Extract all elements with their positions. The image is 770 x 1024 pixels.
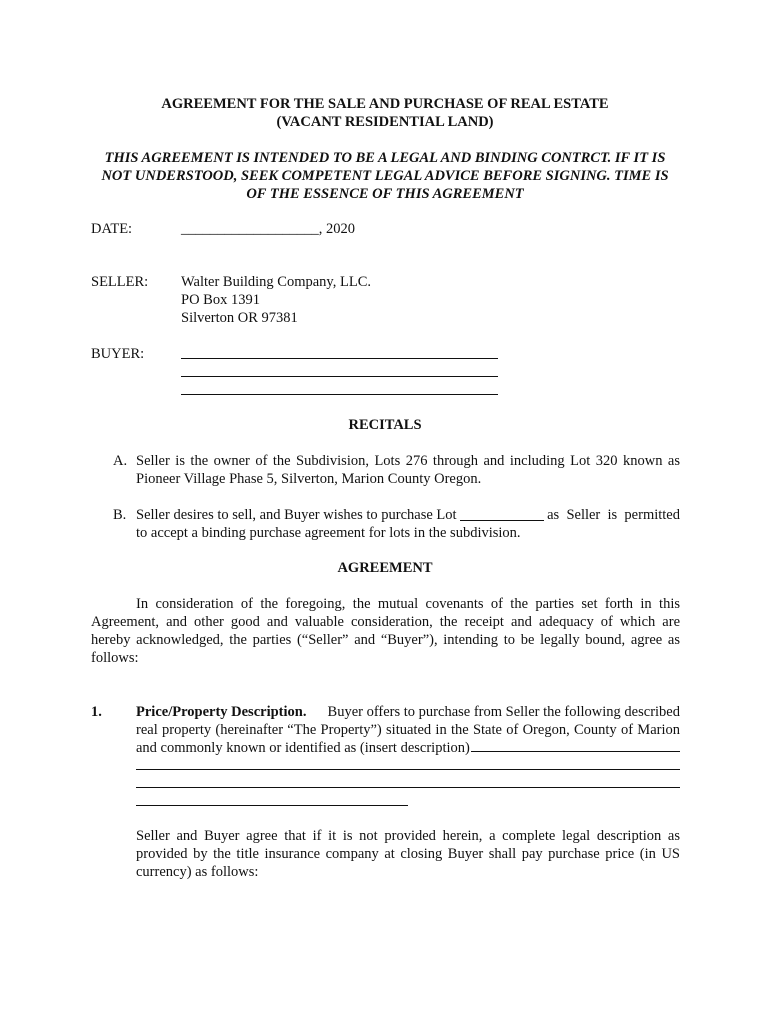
recital-a-line2: Pioneer Village Phase 5, Silverton, Marion County Oregon. bbox=[136, 471, 482, 487]
section1-number: 1. bbox=[91, 704, 102, 720]
seller-address-line2: Silverton OR 97381 bbox=[181, 310, 298, 326]
agreement-heading: AGREEMENT bbox=[337, 560, 433, 576]
section1-line1 bbox=[136, 703, 680, 721]
agreement-line2: Agreement, and other good and valuable consideration, the receipt and adequacy of which are bbox=[91, 614, 680, 630]
buyer-line-3[interactable] bbox=[181, 394, 498, 395]
recital-b-line2: to accept a binding purchase agreement for lots in the subdivision. bbox=[136, 525, 521, 541]
recital-b-marker: B. bbox=[113, 507, 127, 523]
agreement-line1: In consideration of the foregoing, the mutual covenants of the parties set forth in this bbox=[136, 596, 680, 612]
seller-name: Walter Building Company, LLC. bbox=[181, 274, 371, 290]
warning-line2: NOT UNDERSTOOD, SEEK COMPETENT LEGAL ADVICE BEFORE SIGNING. TIME IS bbox=[101, 168, 669, 184]
warning-line3: OF THE ESSENCE OF THIS AGREEMENT bbox=[246, 186, 524, 202]
seller-label: SELLER: bbox=[91, 274, 149, 290]
seller-address-line1: PO Box 1391 bbox=[181, 292, 260, 308]
recital-a-line1: Seller is the owner of the Subdivision, Lots 276 through and including Lot 320 known as bbox=[136, 453, 680, 469]
document-title-line1: AGREEMENT FOR THE SALE AND PURCHASE OF REAL ESTATE bbox=[161, 96, 609, 112]
buyer-line-2[interactable] bbox=[181, 376, 498, 377]
document-title-line2: (VACANT RESIDENTIAL LAND) bbox=[276, 114, 494, 130]
date-label: DATE: bbox=[91, 221, 133, 237]
date-field[interactable]: ___________________, 2020 bbox=[181, 221, 355, 237]
description-line-4[interactable] bbox=[136, 805, 408, 806]
description-line-1[interactable] bbox=[471, 751, 680, 752]
recital-b-text-start: Seller desires to sell, and Buyer wishes to purchase Lot bbox=[136, 507, 457, 523]
section1-line3: and commonly known or identified as (insert description) bbox=[136, 740, 470, 756]
section1-line1-rest: Buyer offers to purchase from Seller the following described bbox=[327, 704, 680, 720]
recital-a-marker: A. bbox=[113, 453, 128, 469]
recitals-heading: RECITALS bbox=[348, 417, 422, 433]
section1-para2-line1: Seller and Buyer agree that if it is not provided herein, a complete legal description as bbox=[136, 828, 680, 844]
buyer-line-1[interactable] bbox=[181, 358, 498, 359]
agreement-line3: hereby acknowledged, the parties (“Seller” and “Buyer”), intending to be legally bound, agree as bbox=[91, 632, 680, 648]
section1-heading: Price/Property Description. bbox=[136, 704, 307, 720]
section1-para2-line2: provided by the title insurance company at closing Buyer shall pay purchase price (in US bbox=[136, 846, 680, 862]
warning-line1: THIS AGREEMENT IS INTENDED TO BE A LEGAL AND BINDING CONTRCT. IF IT IS bbox=[104, 150, 666, 166]
description-line-3[interactable] bbox=[136, 787, 680, 788]
recital-b-text-end: as Seller is permitted bbox=[547, 507, 680, 523]
buyer-label: BUYER: bbox=[91, 346, 145, 362]
section1-para2-line3: currency) as follows: bbox=[136, 864, 259, 880]
section1-line2: real property (hereinafter “The Property”) situated in the State of Oregon, County of Marion bbox=[136, 722, 680, 738]
agreement-line4: follows: bbox=[91, 650, 139, 666]
description-line-2[interactable] bbox=[136, 769, 680, 770]
